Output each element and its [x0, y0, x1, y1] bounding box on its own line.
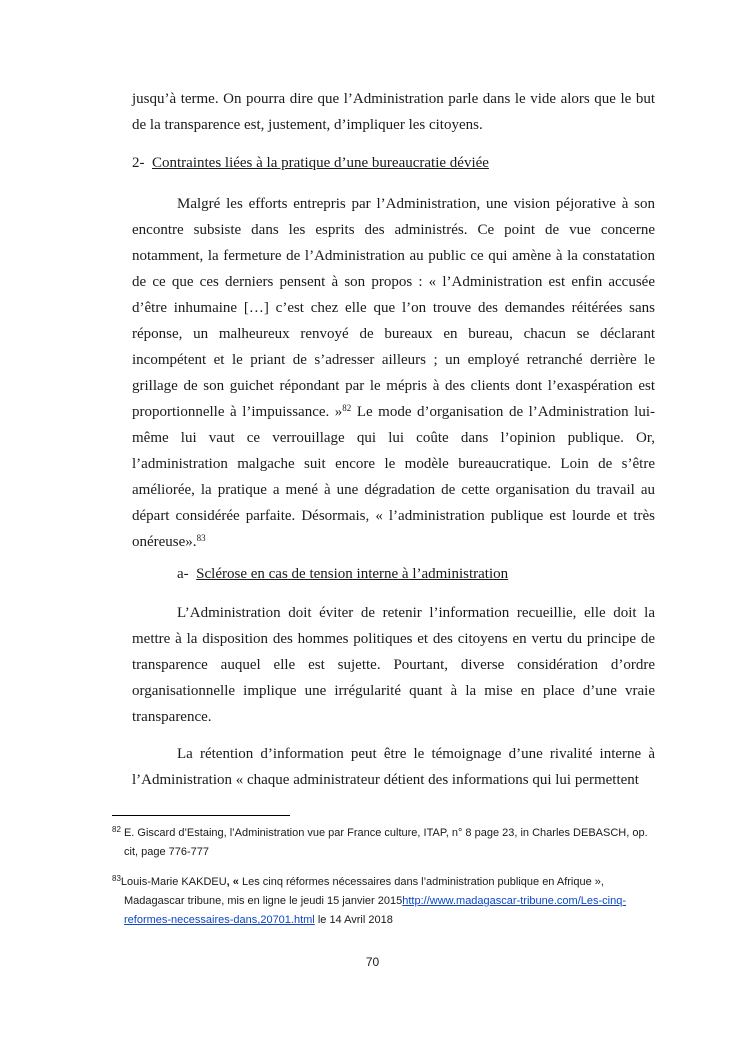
footnote-83-date: le 14 Avril 2018	[314, 914, 393, 926]
footnote-83-author: Louis-Marie KAKDEU	[120, 876, 227, 888]
footnote-ref-82: 82	[342, 403, 352, 413]
paragraph-retention-duty: L’Administration doit éviter de retenir l’information recueillie, elle doit la mettre à la disposition des hommes politiques et des citoyens en vertu du principe de transparence auquel elle est sujette. Pourtant, diverse considération d’ordre organisationnelle implique une irrégularité quant à la mise en place d’une vraie transparence.	[132, 605, 655, 725]
footnote-82-number: 82	[112, 825, 121, 834]
paragraph-rivalry: La rétention d’information peut être le témoignage d’une rivalité interne à l’Administration « chaque administrateur détient des informations qui lui permettent	[132, 746, 655, 788]
footnote-82	[112, 824, 660, 862]
footnote-separator	[112, 815, 290, 816]
paragraph-bureaucracy-text-1: Malgré les efforts entrepris par l’Administration, une vision péjorative à son encontre subsiste dans les esprits des administrés. Ce point de vue concerne notamment, la fermeture de l’Administration au public ce qui amène à la constatation de ce que ces derniers pensent à son propos : « l’Administration est enfin accusée d’être inhumaine […] c’est chez elle que l’on trouve des demandes réitérées sans réponse, un malheureux renvoyé de bureaux en bureau, chacun se déclarant incompétent et le priant de s’adresser ailleurs ; un employé retranché derrière le grillage de son guichet répondant par le mépris à des clients dont l’exaspération est proportionnelle à l’impuissance. »	[132, 196, 655, 420]
subsection-letter: a-	[177, 566, 189, 582]
footnote-83-text: Les cinq réformes nécessaires dans l’administration publique en Afrique », Madagascar tribune, mis en ligne le jeudi 15 janvier 2015	[124, 876, 604, 907]
subsection-heading-a	[177, 566, 508, 583]
footnote-83-link[interactable]: http://www.madagascar-tribune.com/Les-cinq-reformes-necessaires-dans,20701.html	[124, 895, 626, 926]
footnote-ref-83: 83	[196, 533, 206, 543]
paragraph-bureaucracy	[132, 191, 655, 555]
footnote-82-text: E. Giscard d’Estaing, l’Administration vue par France culture, ITAP, n° 8 page 23, in Charles DEBASCH, op. cit, page 776-777	[120, 827, 648, 858]
paragraph-bureaucracy-text-2: Le mode d’organisation de l’Administration lui-même lui vaut ce verrouillage qui lui coûte dans l’opinion publique. Or, l’administration malgache suit encore le modèle bureaucratique. Loin de s’être améliorée, la pratique a mené à une dégradation de cette organisation du travail au départ considérée parfaite. Désormais, « l’administration publique est lourde et très onéreuse».	[132, 404, 655, 550]
footnote-83-comma: ,	[226, 876, 230, 888]
section-title: Contraintes liées à la pratique d’une bureaucratie déviée	[152, 155, 489, 171]
page-number: 70	[365, 955, 380, 969]
footnote-83-number: 83	[112, 874, 121, 883]
footnote-83	[112, 873, 660, 930]
subsection-title: Sclérose en cas de tension interne à l’administration	[196, 566, 509, 582]
section-heading-2	[132, 155, 489, 172]
section-number: 2-	[132, 155, 145, 171]
footnote-83-quote: «	[229, 876, 239, 888]
paragraph-continuation: jusqu’à terme. On pourra dire que l’Administration parle dans le vide alors que le but de la transparence est, justement, d’impliquer les citoyens.	[132, 91, 655, 133]
